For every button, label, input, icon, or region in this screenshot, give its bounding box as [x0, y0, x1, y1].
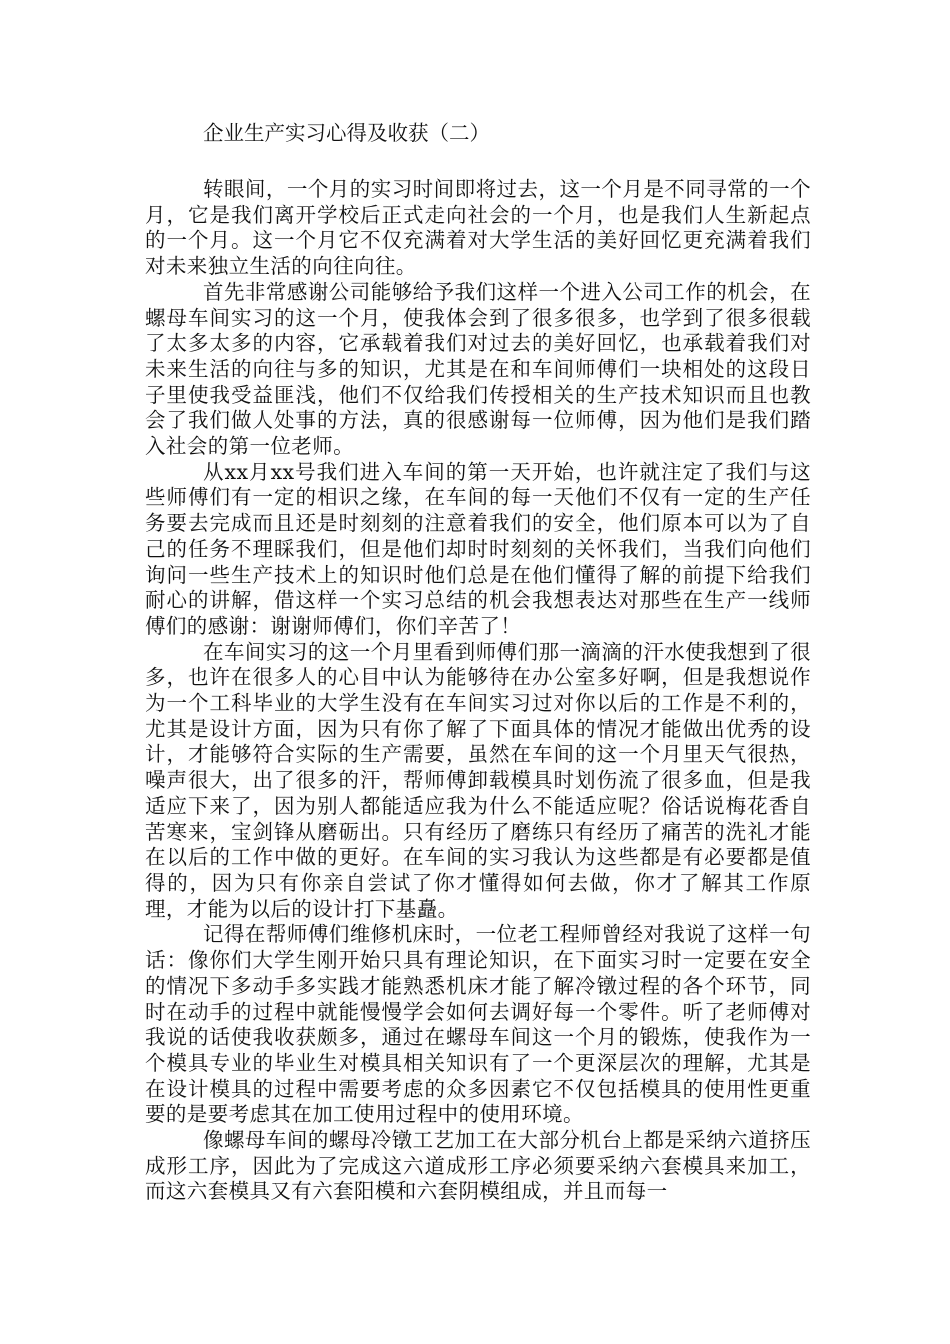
- paragraph-5: 记得在帮师傅们维修机床时，一位老工程师曾经对我说了这样一句话：像你们大学生刚开始只具有理论知识，在下面实习时一定要在安全的情况下多动手多实践才能熟悉机床才能了解冷镦过程的各个环节，同时在动手的过程中就能慢慢学会如何去调好每一个零件。听了老师傅对我说的话使我收获颇多，通过在螺母车间这一个月的锻炼，使我作为一个模具专业的毕业生对模具相关知识有了一个更深层次的理解，尤其是在设计模具的过程中需要考虑的众多因素它不仅包括模具的使用性更重要的是要考虑其在加工使用过程中的使用环境。: [145, 922, 811, 1127]
- document-body: [145, 120, 811, 1205]
- paragraph-6: 像螺母车间的螺母冷镦工艺加工在大部分机台上都是采纳六道挤压成形工序，因此为了完成这六道成形工序必须要采纳六套模具来加工，而这六套模具又有六套阳模和六套阴模组成，并且而每一: [145, 1128, 811, 1204]
- paragraph-3: 从xx月xx号我们进入车间的第一天开始，也许就注定了我们与这些师傅们有一定的相识之缘，在车间的每一天他们不仅有一定的生产任务要去完成而且还是时刻刻的注意着我们的安全，他们原本可以为了自己的任务不理睬我们，但是他们却时时刻刻的关怀我们，当我们向他们询问一些生产技术上的知识时他们总是在他们懂得了解的前提下给我们耐心的讲解，借这样一个实习总结的机会我想表达对那些在生产一线师傅们的感谢：谢谢师傅们，你们辛苦了！: [145, 459, 811, 638]
- paragraph-4: 在车间实习的这一个月里看到师傅们那一滴滴的汗水使我想到了很多，也许在很多人的心目中认为能够待在办公室多好啊，但是我想说作为一个工科毕业的大学生没有在车间实习过对你以后的工作是不利的，尤其是设计方面，因为只有你了解了下面具体的情况才能做出优秀的设计，才能够符合实际的生产需要，虽然在车间的这一个月里天气很热，噪声很大，出了很多的汗，帮师傅卸载模具时划伤流了很多血，但是我适应下来了，因为别人都能适应我为什么不能适应呢？俗话说梅花香自苦寒来，宝剑锋从磨砺出。只有经历了磨练只有经历了痛苦的洗礼才能在以后的工作中做的更好。在车间的实习我认为这些都是有必要都是值得的，因为只有你亲自尝试了你才懂得如何去做，你才了解其工作原理，才能为以后的设计打下基矗。: [145, 639, 811, 921]
- paragraph-2: 首先非常感谢公司能够给予我们这样一个进入公司工作的机会，在螺母车间实习的这一个月，使我体会到了很多很多，也学到了很多很载了太多太多的内容，它承载着我们对过去的美好回忆，也承载着我们对未来生活的向往与多的知识，尤其是在和车间师傅们一块相处的这段日子里使我受益匪浅，他们不仅给我们传授相关的生产技术知识而且也教会了我们做人处事的方法，真的很感谢每一位师傅，因为他们是我们踏入社会的第一位老师。: [145, 279, 811, 459]
- paragraph-1: 转眼间，一个月的实习时间即将过去，这一个月是不同寻常的一个月，它是我们离开学校后正式走向社会的一个月，也是我们人生新起点的一个月。这一个月它不仅充满着对大学生活的美好回忆更充满着我们对未来独立生活的向往向往。: [145, 177, 811, 279]
- document-title: 企业生产实习心得及收获（二）: [203, 121, 490, 145]
